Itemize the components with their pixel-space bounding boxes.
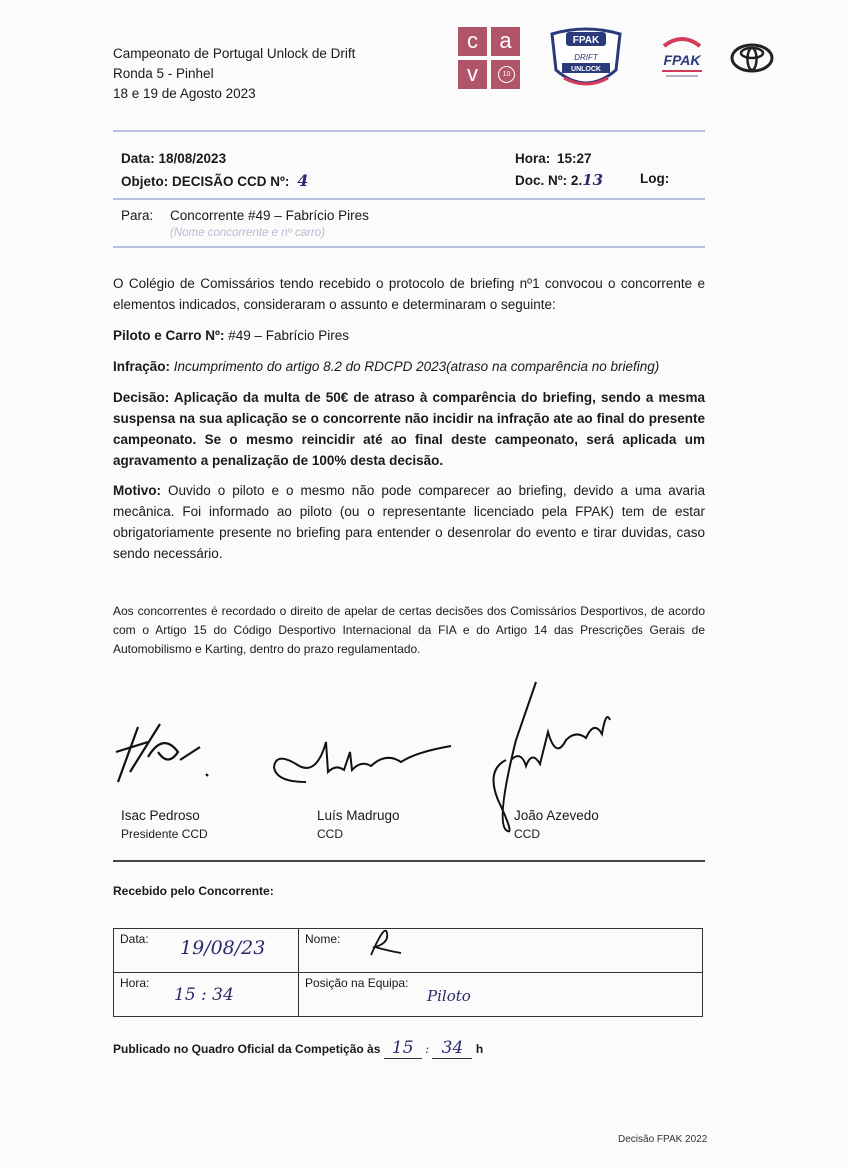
received-position-cell <box>299 973 703 1017</box>
object-field <box>121 171 308 190</box>
fpak-text: FPAK <box>663 52 701 68</box>
cav-letter-a: a <box>491 27 520 56</box>
para-hint: (Nome concorrente e nº carro) <box>170 227 326 239</box>
received-date-cell <box>114 929 299 973</box>
decisao-label: Decisão: <box>113 390 170 405</box>
infracao-value: Incumprimento do artigo 8.2 do RDCPD 2023(atraso na comparência no briefing) <box>173 359 660 374</box>
received-position-value: Piloto <box>427 987 471 1005</box>
published-minute: 34 <box>432 1038 472 1059</box>
infracao-line <box>113 356 705 377</box>
motivo-paragraph <box>113 480 705 564</box>
signatory-1 <box>121 806 208 844</box>
published-line <box>113 1038 483 1059</box>
object-value: 4 <box>297 171 309 190</box>
signatory-1-role: Presidente CCD <box>121 827 208 841</box>
event-round: Ronda 5 - Pinhel <box>113 66 214 81</box>
signatory-3-role: CCD <box>514 827 540 841</box>
published-hour: 15 <box>384 1038 422 1059</box>
received-name-cell <box>299 929 703 973</box>
received-date-label: Data: <box>120 932 149 946</box>
signature-divider <box>113 860 705 862</box>
published-suffix: h <box>475 1042 484 1056</box>
meta-divider <box>113 198 705 200</box>
pilot-value: #49 – Fabrício Pires <box>228 328 350 343</box>
cav-logo <box>458 27 521 90</box>
date-field: Data: 18/08/2023 <box>121 151 227 166</box>
published-label: Publicado no Quadro Oficial da Competição às <box>113 1042 381 1056</box>
motivo-value: Ouvido o piloto e o mesmo não pode comparecer ao briefing, devido a uma avaria mecânica. Foi informado ao piloto (ou o representante licenciado pela FPAK) tem de estar obrigatoriamente presente no briefing para entender o desenrolar do evento e tirar duvidas, caso sendo necessário. <box>113 483 705 561</box>
fpak-arc <box>664 39 700 46</box>
infracao-label: Infração: <box>113 359 171 374</box>
fpak-logo <box>654 32 710 84</box>
footer-text: Decisão FPAK 2022 <box>618 1134 708 1145</box>
pilot-label: Piloto e Carro Nº: <box>113 328 225 343</box>
fpak-drift-mid-text: DRIFT <box>574 53 598 62</box>
signatory-3-name: João Azevedo <box>514 808 599 823</box>
fpak-drift-logo <box>546 26 626 94</box>
time-label: Hora: <box>515 151 551 166</box>
pilot-line <box>113 325 705 346</box>
toyota-logo-icon <box>730 43 774 73</box>
motivo-label: Motivo: <box>113 483 161 498</box>
para-divider <box>113 246 705 248</box>
received-time-value: 15 : 34 <box>174 985 234 1005</box>
decisao-paragraph <box>113 387 705 471</box>
received-time-label: Hora: <box>120 976 150 990</box>
signatory-2-name: Luís Madrugo <box>317 808 400 823</box>
signatory-1-name: Isac Pedroso <box>121 808 200 823</box>
received-position-label: Posição na Equipa: <box>305 976 409 990</box>
cav-badge-number: 10 <box>498 66 515 83</box>
cav-letter-c: c <box>458 27 487 56</box>
log-field: Log: <box>640 171 670 186</box>
event-header <box>113 44 355 104</box>
cav-badge <box>491 60 520 89</box>
signature-pedroso-icon <box>108 712 218 792</box>
received-title: Recebido pelo Concorrente: <box>113 884 274 898</box>
received-table <box>113 928 703 1017</box>
received-name-label: Nome: <box>305 932 341 946</box>
fpak-drift-bottom-text: UNLOCK <box>571 66 601 73</box>
time-field <box>515 151 592 166</box>
para-value: Concorrente #49 – Fabrício Pires <box>170 208 369 223</box>
fpak-drift-top-text: FPAK <box>572 35 600 46</box>
decisao-value: Aplicação da multa de 50€ de atraso à comparência do briefing, sendo a mesma suspensa na sua aplicação se o concorrente não incidir na infração ate ao final do presente campeonato. Se o mesmo reincidir até ao final deste campeonato, será aplicada um agravamento a penalização de 100% desta decisão. <box>113 390 706 468</box>
para-label: Para: <box>121 208 154 223</box>
doc-label: Doc. Nº: 2. <box>515 173 583 188</box>
fpak-tagline <box>666 75 698 77</box>
received-date-value: 19/08/23 <box>180 937 266 959</box>
cav-letter-v: v <box>458 60 487 89</box>
signatory-2-role: CCD <box>317 827 343 841</box>
signatory-3 <box>514 806 599 844</box>
signatory-2 <box>317 806 400 844</box>
signature-madrugo-icon <box>266 722 456 792</box>
received-name-signature-icon <box>365 923 405 963</box>
header-divider <box>113 130 705 132</box>
doc-field <box>515 171 603 189</box>
event-dates: 18 e 19 de Agosto 2023 <box>113 86 256 101</box>
fpak-underline <box>662 70 702 72</box>
event-title: Campeonato de Portugal Unlock de Drift <box>113 46 356 61</box>
doc-value: 13 <box>582 171 604 189</box>
published-sep: : <box>425 1042 430 1056</box>
object-label: Objeto: DECISÃO CCD Nº: <box>121 174 290 189</box>
intro-paragraph: O Colégio de Comissários tendo recebido o protocolo de briefing nº1 convocou o concorrente e elementos indicados, consideraram o assunto e determinaram o seguinte: <box>113 276 705 312</box>
time-value: 15:27 <box>557 151 592 166</box>
appeal-paragraph: Aos concorrentes é recordado o direito de apelar de certas decisões dos Comissários Desportivos, de acordo com o Artigo 15 do Código Desportivo Internacional da FIA e do Artigo 14 das Prescrições Gerais de Automobilismo e Karting, dentro do prazo regulamentado. <box>113 604 705 656</box>
received-time-cell <box>114 973 299 1017</box>
